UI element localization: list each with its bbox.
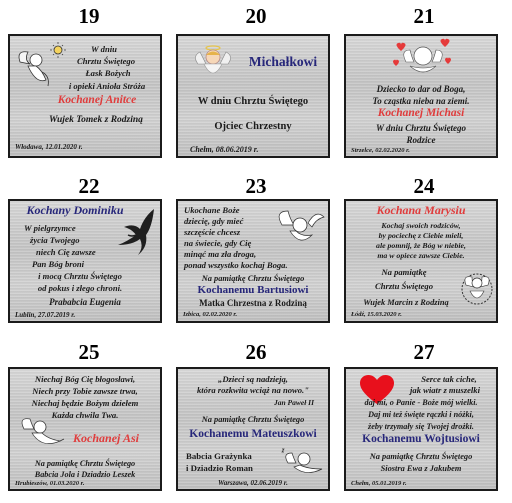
verse-line: Na pamiątkę Chrztu Świętego [369, 452, 473, 461]
plate-number: 20 [245, 4, 267, 28]
signature-line: Babcia Grażynka [186, 451, 252, 461]
verse-line: Na pamiątkę [381, 267, 427, 277]
signature-line: Matka Chrzestna z Rodziną [199, 298, 307, 308]
verse-line: Niechaj Bóg Cię błogosławi, [34, 374, 136, 384]
verse-line: Każda chwila Twa. [51, 410, 119, 420]
verse-line: „Dzieci są nadzieją, [218, 374, 288, 384]
verse-line: Serce tak ciche, [421, 374, 477, 384]
verse-line: na świecie, gdy Cię [184, 238, 252, 248]
place-date: Chełm, 08.06.2019 r. [190, 145, 259, 154]
verse-line: by pociechę z Ciebie mieli, [378, 231, 464, 240]
verse-line: życia Twojego [30, 235, 80, 245]
plate-number: 23 [245, 174, 267, 198]
verse-line: Niech przy Tobie zawsze trwa, [32, 386, 138, 396]
plate-26[interactable] [176, 367, 330, 491]
place-date: Hrubieszów, 01.03.2020 r. [15, 480, 85, 487]
plate-19[interactable] [8, 34, 162, 158]
signature-line: Ojciec Chrzestny [214, 121, 292, 132]
verse-line: dziecię, gdy mieć [184, 216, 244, 226]
plate-number: 25 [78, 340, 100, 364]
verse-line: Łask Bożych [85, 68, 131, 78]
recipient-name: Kochana Marysiu [376, 203, 466, 217]
verse-line: To cząstka nieba na ziemi. [372, 96, 470, 106]
place-date: Lublin, 27.07.2019 r. [15, 311, 76, 319]
verse-line: W dniu [91, 44, 117, 54]
plate-number: 22 [78, 174, 100, 198]
verse-line: od pokus i złego chroni. [37, 283, 123, 293]
recipient-name: Kochanej Asi [73, 431, 139, 445]
verse-line: Na pamiątkę Chrztu Świętego [201, 274, 305, 283]
verse-line: żeby trzymały się Twojej drożki. [368, 422, 474, 431]
verse-line: Na pamiątkę Chrztu Świętego [201, 415, 305, 424]
signature-line: Wujek Tomek z Rodziną [49, 115, 143, 125]
verse-line: Daj mi też święte rączki i nóżki, [368, 410, 474, 419]
plate-number: 19 [78, 4, 100, 28]
verse-line: Niechaj będzie Bożym dziełem [31, 398, 139, 408]
place-date: Izbica, 02.02.2020 r. [183, 311, 238, 318]
plate-number: 21 [413, 4, 435, 28]
recipient-name: Kochanemu Mateuszkowi [189, 428, 317, 440]
recipient-name: Kochanej Michasi [377, 107, 465, 119]
plate-number: 24 [413, 174, 435, 198]
verse-line: Ukochane Boże [184, 205, 240, 215]
hearts-angel-icon [392, 38, 454, 76]
place-date: Włodawa, 12.01.2020 r. [15, 143, 83, 151]
verse-line: ale pomnij, że Bóg w niebie, [376, 241, 466, 250]
verse-line: i mocą Chrztu Świętego [38, 271, 122, 281]
verse-line: niech Cię zawsze [36, 247, 96, 257]
verse-line: Jan Paweł II [273, 398, 314, 407]
place-date: Łódź, 15.03.2020 r. [351, 311, 402, 318]
recipient-name: Kochany Dominiku [26, 203, 124, 217]
plate-20[interactable] [176, 34, 330, 158]
verse-line: Dziecko to dar od Boga, [376, 84, 466, 94]
verse-line: Chrztu Świętego [374, 281, 434, 291]
verse-line: Pan Bóg broni [32, 259, 85, 269]
recipient-name: Kochanemu Bartusiowi [197, 284, 309, 296]
plate-number: 26 [245, 340, 267, 364]
signature-line: Siostra Ewa z Jakubem [380, 464, 462, 473]
recipient-name: Kochanemu Wojtusiowi [362, 433, 480, 445]
recipient-name: Michałkowi [248, 54, 318, 69]
verse-line: W dniu Chrztu Świętego [197, 96, 309, 107]
plate-23[interactable] [176, 199, 330, 323]
verse-line: Chrztu Świętego [76, 56, 136, 66]
place-date: Strzelce, 02.02.2020 r. [351, 147, 410, 154]
signature-line: Rodzice [406, 135, 436, 145]
verse-line: jak wiatr z muszelki [410, 385, 480, 395]
plate-24[interactable] [344, 199, 498, 323]
signature-line: Babcia Jola i Dziadzio Leszek [34, 470, 136, 479]
verse-line: minąć ma zła droga, [184, 249, 257, 259]
verse-line: W dniu Chrztu Świętego [375, 123, 467, 133]
plate-27[interactable] [344, 367, 498, 491]
place-date: Warszawa, 02.06.2019 r. [218, 479, 288, 487]
place-date: Chełm, 05.01.2019 r. [351, 480, 407, 487]
signature-line: i Dziadzio Roman [186, 463, 253, 473]
verse-line: W pielgrzymce [24, 223, 76, 233]
plate-22[interactable] [8, 199, 162, 323]
verse-line: i opieki Anioła Stróża [68, 81, 146, 91]
verse-line: Kochaj swoich rodziców, [381, 221, 461, 230]
plate-25[interactable] [8, 367, 162, 491]
verse-line: daj mi, o Panie - Boże mój wielki. [364, 398, 478, 407]
verse-line: Na pamiątkę Chrztu Świętego [34, 459, 136, 468]
verse-line: szczęście chcesz [184, 227, 241, 237]
signature-line: Prababcia Eugenia [49, 297, 121, 307]
plate-21[interactable] [344, 34, 498, 158]
signature-line: Wujek Marcin z Rodziną [363, 298, 449, 307]
plate-number: 27 [413, 340, 435, 364]
verse-line: która rozkwita wciąż na nowo." [197, 385, 309, 395]
verse-line: ma w opiece zawsze Ciebie. [377, 251, 465, 260]
verse-line: ponad wszystko kochaj Boga. [184, 260, 288, 270]
recipient-name: Kochanej Anitce [57, 94, 137, 106]
